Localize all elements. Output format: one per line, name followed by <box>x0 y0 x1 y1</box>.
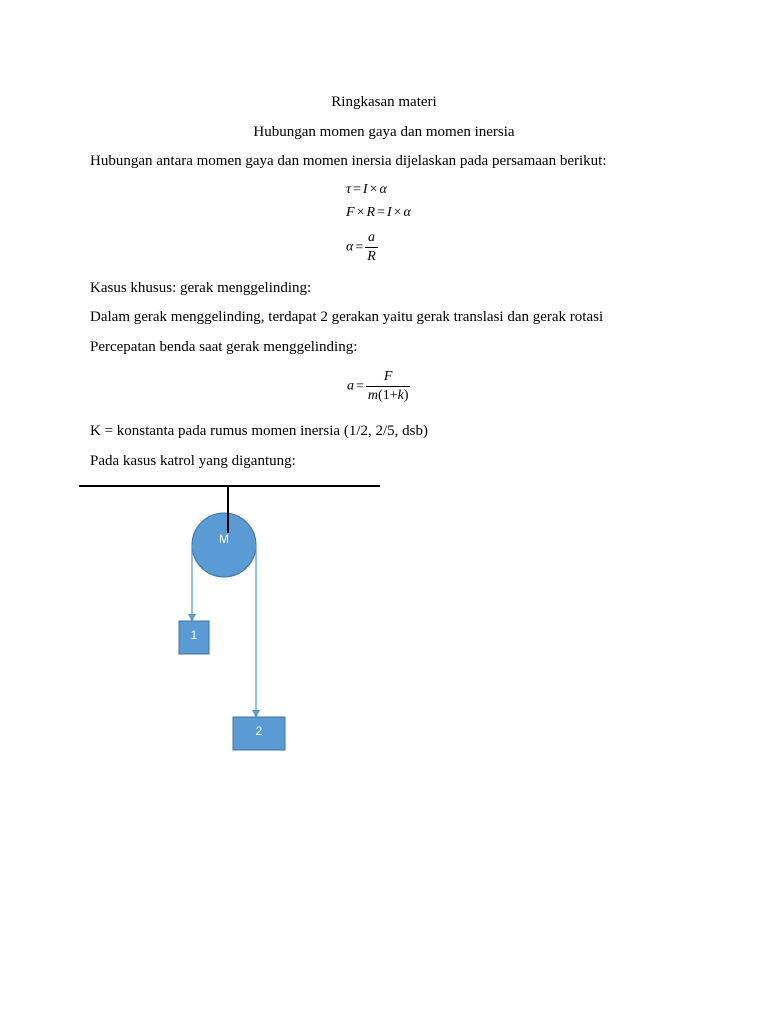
eq4-den-open: (1+ <box>378 388 398 403</box>
eq1-a: I <box>362 182 368 197</box>
document-title: Ringkasan materi <box>331 94 437 110</box>
eq2-equals: = <box>377 205 385 220</box>
eq2-c: I <box>386 205 392 220</box>
eq2-b: R <box>366 205 376 220</box>
eq1-times: × <box>369 182 378 197</box>
eq2-d: α <box>403 205 411 220</box>
eq2-a: F <box>346 205 355 220</box>
eq4-lhs: a <box>347 378 354 394</box>
acceleration-intro: Percepatan benda saat gerak menggelinding: <box>90 339 358 355</box>
intro-paragraph: Hubungan antara momen gaya dan momen inersia dijelaskan pada persamaan berikut: <box>90 153 607 169</box>
eq1-lhs: τ <box>346 182 352 197</box>
rolling-description: Dalam gerak menggelinding, terdapat 2 gerakan yaitu gerak translasi dan gerak rotasi <box>90 309 604 325</box>
eq3-denominator: R <box>367 249 376 264</box>
eq4-den-m: m <box>367 388 379 403</box>
eq2-times2: × <box>393 205 402 220</box>
pulley-intro: Pada kasus katrol yang digantung: <box>90 453 296 469</box>
eq3-numerator: a <box>365 229 378 248</box>
eq4-den-close: ) <box>403 388 409 403</box>
eq2-times1: × <box>356 205 365 220</box>
special-case-heading: Kasus khusus: gerak menggelinding: <box>90 280 312 296</box>
eq1-b: α <box>379 182 387 197</box>
eq4-numerator: F <box>366 368 411 387</box>
eq1-equals: = <box>353 182 361 197</box>
eq3-equals: = <box>355 239 364 255</box>
pulley-label: M <box>219 532 229 546</box>
document-subtitle: Hubungan momen gaya dan momen inersia <box>253 124 515 140</box>
eq4-equals: = <box>356 378 364 394</box>
eq3-lhs: α <box>346 239 354 255</box>
block-2-label: 2 <box>255 724 263 738</box>
eq4-den-k: k <box>397 388 404 403</box>
k-constant-note: K = konstanta pada rumus momen inersia (1/2, 2/5, dsb) <box>90 423 428 439</box>
block-1-label: 1 <box>190 628 198 642</box>
